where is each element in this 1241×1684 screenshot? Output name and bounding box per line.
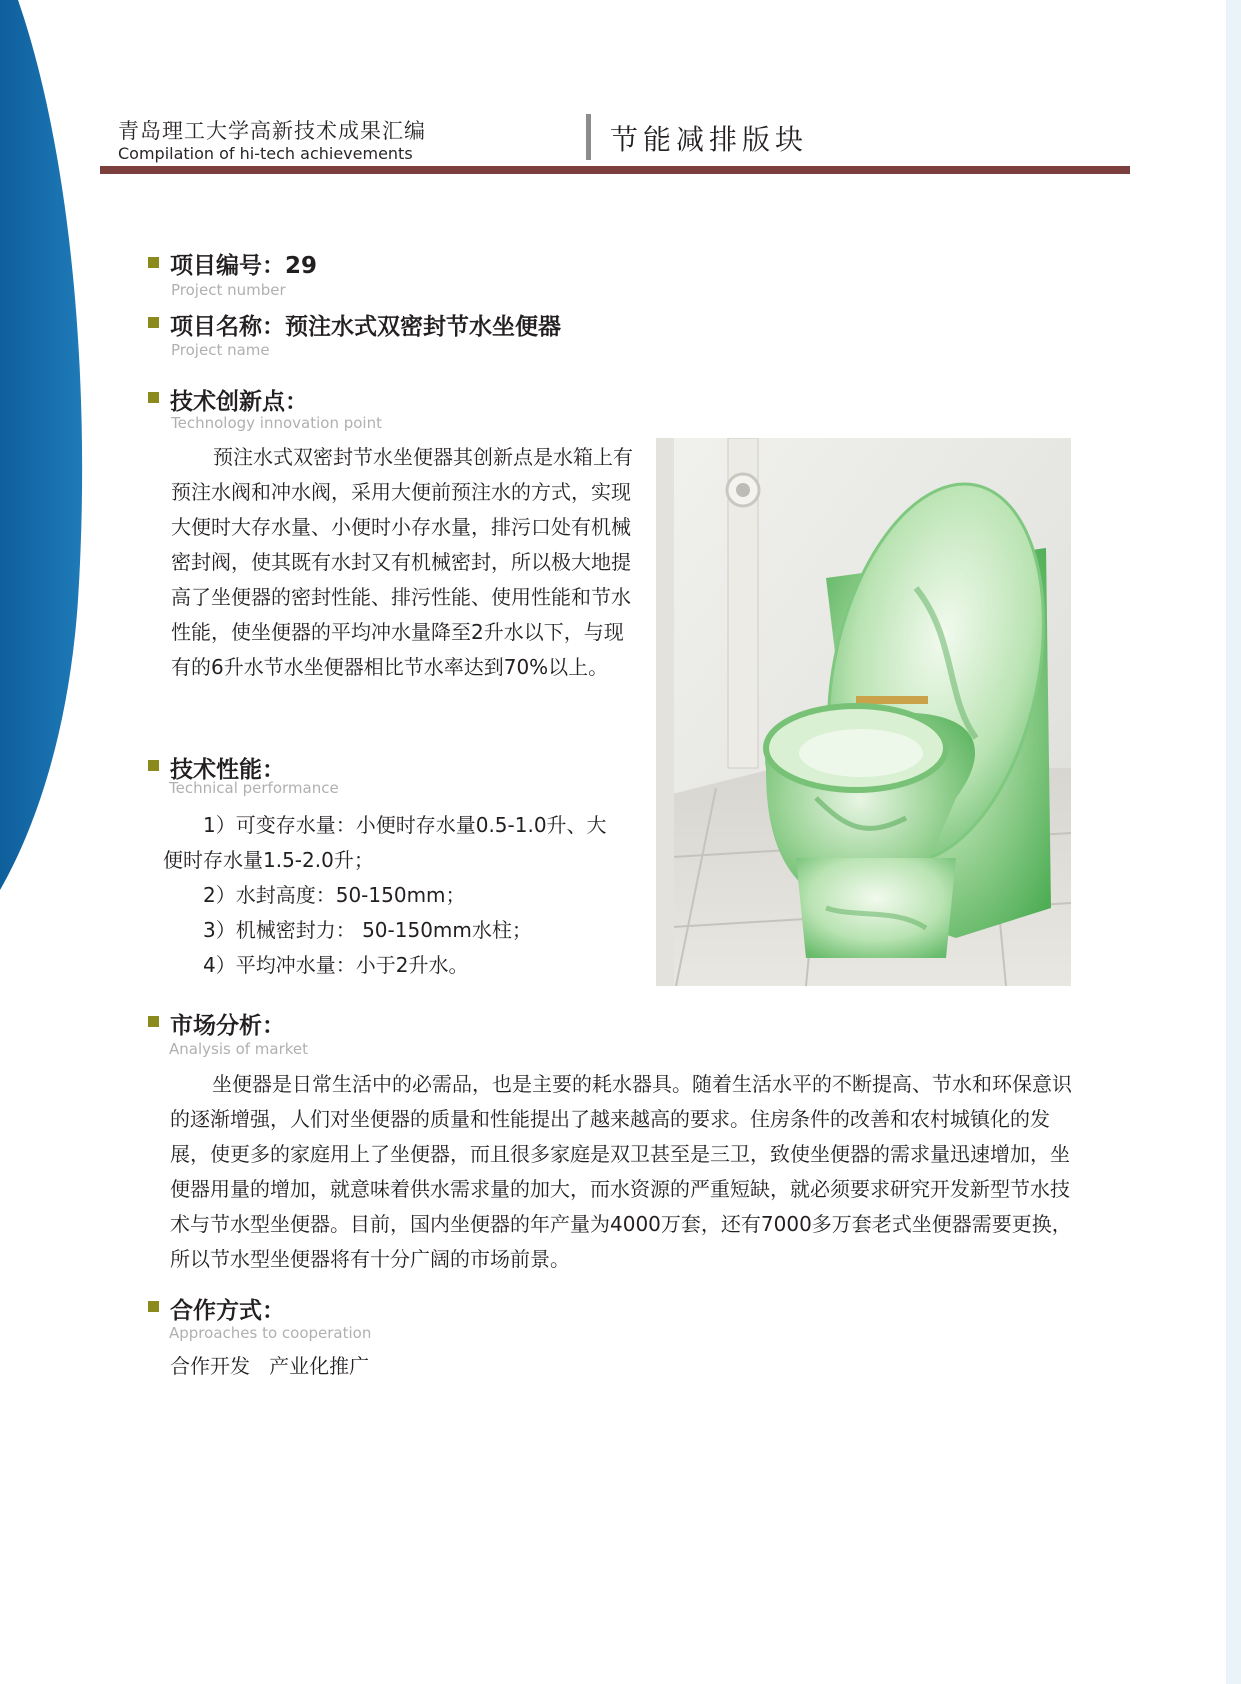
- project-number-heading: [170, 247, 317, 280]
- cooperation-en: Approaches to cooperation: [169, 1324, 372, 1342]
- performance-item: 1）可变存水量：小便时存水量0.5-1.0升、大: [203, 813, 607, 837]
- project-name-heading: [170, 308, 561, 341]
- innovation-en: Technology innovation point: [171, 414, 382, 432]
- performance-en: Technical performance: [169, 779, 339, 797]
- header-rule: [100, 166, 1130, 174]
- collection-subtitle: Compilation of hi-tech achievements: [118, 144, 413, 163]
- market-heading: 市场分析：: [170, 1013, 285, 1039]
- toilet-photo: [656, 438, 1071, 986]
- bullet-square: [148, 392, 159, 403]
- innovation-text: 预注水式双密封节水坐便器其创新点是水箱上有预注水阀和冲水阀，采用大便前预注水的方式，实现大便时大存水量、小便时小存水量，排污口处有机械密封阀，使其既有水封又有机械密封，所以极大地提高了坐便器的密封性能、排污性能、使用性能和节水性能，使坐便器的平均冲水量降至2升水以下，与现有的6升水节水坐便器相比节水率达到70%以上。: [171, 445, 633, 679]
- project-number-en: Project number: [171, 281, 286, 299]
- bullet-square: [148, 257, 159, 268]
- performance-item: 2）水封高度：50-150mm；: [203, 883, 466, 907]
- bullet-square: [148, 760, 159, 771]
- collection-title: 青岛理工大学高新技术成果汇编: [118, 119, 426, 143]
- project-name-value: 预注水式双密封节水坐便器: [285, 314, 561, 340]
- project-name-label: 项目名称：: [170, 314, 285, 340]
- bullet-square: [148, 1301, 159, 1312]
- innovation-heading: 技术创新点：: [170, 389, 308, 415]
- bullet-square: [148, 1016, 159, 1027]
- market-en: Analysis of market: [169, 1040, 309, 1058]
- right-edge-strip: [1226, 0, 1241, 1684]
- section-title: 节能减排版块: [610, 123, 809, 156]
- performance-item: 便时存水量1.5-2.0升；: [163, 848, 374, 872]
- performance-heading: 技术性能：: [170, 757, 285, 783]
- market-text: 坐便器是日常生活中的必需品，也是主要的耗水器具。随着生活水平的不断提高、节水和环保意识的逐渐增强，人们对坐便器的质量和性能提出了越来越高的要求。住房条件的改善和农村城镇化的发展，使更多的家庭用上了坐便器，而且很多家庭是双卫甚至是三卫，致使坐便器的需求量迅速增加，坐便器用量的增加，就意味着供水需求量的加大，而水资源的严重短缺，就必须要求研究开发新型节水技术与节水型坐便器。目前，国内坐便器的年产量为4000万套，还有7000多万套老式坐便器需要更换，所以节水型坐便器将有十分广阔的市场前景。: [170, 1072, 1072, 1271]
- project-name-en: Project name: [171, 341, 270, 359]
- bullet-square: [148, 317, 159, 328]
- performance-item: 4）平均冲水量：小于2升水。: [203, 953, 469, 977]
- header-divider: [586, 114, 591, 160]
- project-number-value: 29: [285, 253, 318, 279]
- cooperation-text: 合作开发 产业化推广: [170, 1354, 370, 1378]
- performance-item: 3）机械密封力： 50-150mm水柱；: [203, 918, 532, 942]
- cooperation-heading: 合作方式：: [170, 1298, 285, 1324]
- project-number-label: 项目编号：: [170, 253, 285, 279]
- blue-arc-decoration: [0, 0, 90, 890]
